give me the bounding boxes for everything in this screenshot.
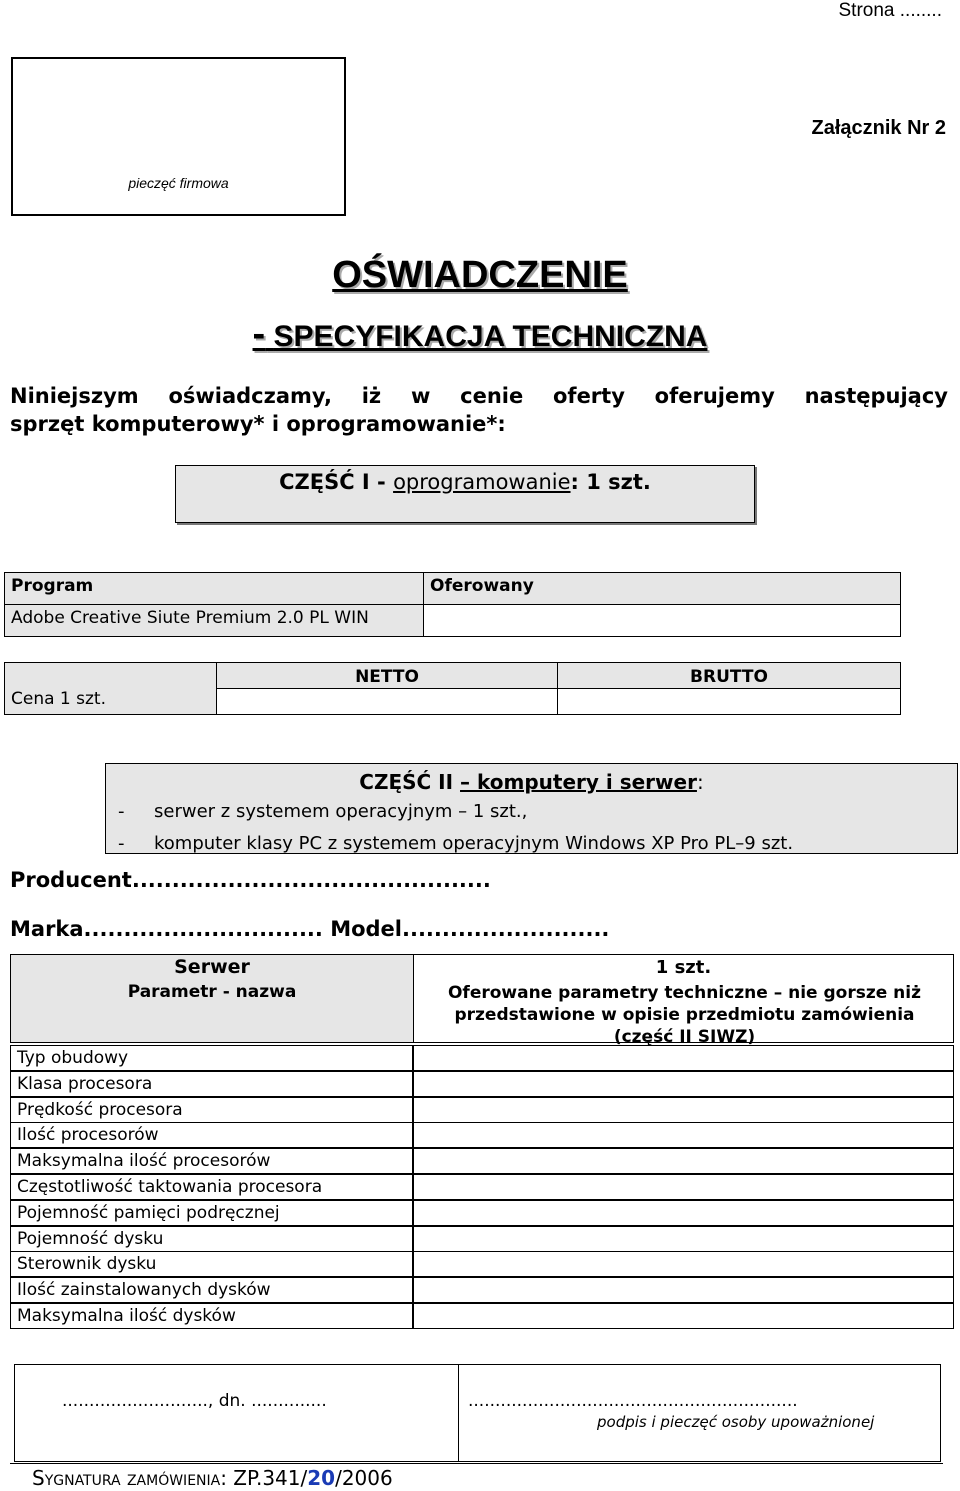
part2-heading-box [105, 763, 958, 854]
part1-heading-box [175, 465, 755, 523]
price-brutto-header: BRUTTO [690, 667, 768, 687]
footer-prefix: Sygnatura zamówienia: ZP.341/ [32, 1466, 308, 1490]
document-title: OŚWIADCZENIE [332, 254, 628, 296]
signature-place-date[interactable]: ..........................., dn. .............. [62, 1391, 327, 1411]
subtitle-dash: - [252, 313, 266, 355]
server-param-row: Ilość zainstalowanych dysków [10, 1277, 413, 1303]
server-param-row: Klasa procesora [10, 1071, 413, 1097]
part2-item-dash: - [118, 833, 125, 854]
intro-line-1: Niniejszym oświadczamy, iż w cenie oferty oferujemy następujący [10, 384, 948, 408]
part2-prefix: CZĘŚĆ II [359, 770, 461, 794]
price-label: Cena 1 szt. [11, 689, 106, 709]
server-param-value-cell[interactable] [413, 1071, 954, 1097]
server-param-value-cell[interactable] [413, 1303, 954, 1329]
server-header-right-cell [413, 954, 954, 1047]
brand-model-field[interactable]: Marka.............................. Model.......................... [10, 917, 610, 941]
server-param-value-cell[interactable] [413, 1200, 954, 1226]
server-param-value-cell[interactable] [413, 1097, 954, 1123]
price-brutto-header-cell [557, 662, 901, 689]
price-netto-header: NETTO [355, 667, 419, 687]
producer-field[interactable]: Producent............................................. [10, 868, 491, 892]
footer-suffix: /2006 [335, 1466, 393, 1490]
software-header-program-cell [4, 572, 424, 605]
software-program-cell [4, 604, 424, 637]
page-number-label: Strona ........ [838, 0, 942, 21]
server-param-row: Typ obudowy [10, 1045, 413, 1071]
server-param-row: Ilość procesorów [10, 1122, 413, 1148]
software-header-program: Program [11, 576, 94, 596]
server-param-value-cell[interactable] [413, 1122, 954, 1148]
footer-reference [32, 1466, 393, 1490]
software-offered-cell[interactable] [423, 604, 901, 637]
server-param-value-cell[interactable] [413, 1174, 954, 1200]
part2-item-dash: - [118, 801, 125, 822]
server-header-quantity: 1 szt. [655, 957, 712, 978]
software-header-offered: Oferowany [430, 576, 534, 596]
document-subtitle [0, 313, 960, 356]
price-netto-value-cell[interactable] [216, 688, 558, 715]
software-program-name: Adobe Creative Siute Premium 2.0 PL WIN [11, 608, 369, 628]
server-header-title: Serwer [174, 956, 250, 978]
price-label-cell [4, 662, 217, 715]
price-netto-header-cell [216, 662, 558, 689]
software-header-offered-cell [423, 572, 901, 605]
intro-line-2: sprzęt komputerowy* i oprogramowanie*: [10, 412, 506, 436]
price-brutto-value-cell[interactable] [557, 688, 901, 715]
server-param-row: Częstotliwość taktowania procesora [10, 1174, 413, 1200]
part2-item-text: serwer z systemem operacyjnym – 1 szt., [154, 801, 528, 822]
server-param-row: Pojemność dysku [10, 1226, 413, 1252]
signature-label: podpis i pieczęć osoby upoważnionej [597, 1413, 875, 1431]
annex-label: Załącznik Nr 2 [811, 117, 946, 139]
part2-suffix: : [696, 770, 704, 794]
server-param-row: Prędkość procesora [10, 1097, 413, 1123]
signature-line[interactable]: ............................................................. [468, 1391, 798, 1411]
stamp-label: pieczęć firmowa [128, 175, 229, 191]
server-param-row: Maksymalna ilość dysków [10, 1303, 413, 1329]
server-header-description: Oferowane parametry techniczne – nie gorsze niż przedstawione w opisie przedmiotu zamówienia (część II SIWZ) [447, 983, 922, 1047]
server-header-left-cell [10, 954, 414, 1043]
server-header-param: Parametr - nazwa [127, 982, 297, 1002]
server-param-row: Maksymalna ilość procesorów [10, 1148, 413, 1174]
server-param-value-cell[interactable] [413, 1251, 954, 1277]
part2-item-text: komputer klasy PC z systemem operacyjnym Windows XP Pro PL–9 szt. [154, 833, 794, 854]
server-param-row: Pojemność pamięci podręcznej [10, 1200, 413, 1226]
part2-item-pc [118, 833, 793, 854]
part1-prefix: CZĘŚĆ I - [279, 470, 394, 494]
part2-underlined: – komputery i serwer [460, 770, 697, 794]
part2-heading [106, 770, 957, 794]
server-param-value-cell[interactable] [413, 1277, 954, 1303]
footer-number: 20 [307, 1466, 336, 1490]
part1-heading [176, 470, 754, 494]
server-param-value-cell[interactable] [413, 1148, 954, 1174]
server-param-value-cell[interactable] [413, 1226, 954, 1252]
footer-divider [10, 1463, 943, 1464]
company-stamp-box [11, 57, 346, 216]
part1-underlined: oprogramowanie [393, 470, 571, 494]
server-param-row: Sterownik dysku [10, 1251, 413, 1277]
part1-suffix: : 1 szt. [570, 470, 651, 494]
part2-item-server [118, 801, 527, 822]
subtitle-text: SPECYFIKACJA TECHNICZNA [273, 320, 708, 353]
server-param-value-cell[interactable] [413, 1045, 954, 1071]
